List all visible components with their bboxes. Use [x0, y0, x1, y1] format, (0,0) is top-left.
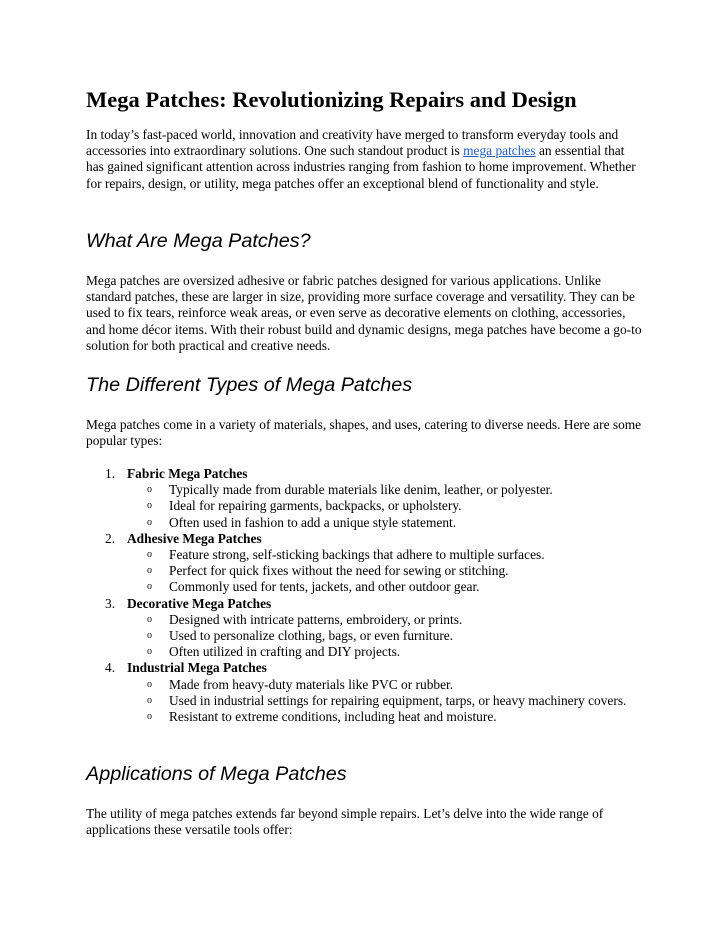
bullet-point-text: Ideal for repairing garments, backpacks, or upholstery. — [169, 498, 462, 514]
page-title: Mega Patches: Revolutionizing Repairs and Design — [86, 87, 577, 112]
bullet-point-text: Designed with intricate patterns, embroidery, or prints. — [169, 611, 463, 627]
bullet-point — [86, 677, 629, 693]
list-item-title: Adhesive Mega Patches — [127, 530, 262, 546]
circle-bullet-icon: o — [147, 516, 152, 528]
section-applications-paragraph: The utility of mega patches extends far beyond simple repairs. Let’s delve into the wide range of applications these versatile tools offer: — [86, 806, 604, 838]
list-item-number: 3. — [105, 595, 116, 611]
bullet-point — [86, 563, 629, 579]
bullet-point-text: Made from heavy-duty materials like PVC or rubber. — [169, 676, 454, 692]
bullet-point — [86, 612, 629, 628]
bullet-point-text: Typically made from durable materials like denim, leather, or polyester. — [169, 482, 553, 498]
circle-bullet-icon: o — [147, 549, 152, 561]
bullet-point-text: Often utilized in crafting and DIY projects. — [169, 644, 401, 660]
bullet-point — [86, 709, 629, 725]
intro-text-before-link: In today’s fast-paced world, innovation and creativity have merged to transform everyday tools and accessories into extraordinary solutions. One such standout product is — [86, 127, 619, 159]
section-types-paragraph: Mega patches come in a variety of materials, shapes, and uses, catering to diverse needs. Here are some popular types: — [86, 417, 642, 449]
intro-paragraph — [86, 127, 642, 192]
circle-bullet-icon: o — [147, 565, 152, 577]
section-heading-types: The Different Types of Mega Patches — [86, 374, 413, 396]
bullet-point — [86, 498, 629, 514]
circle-bullet-icon: o — [147, 500, 152, 512]
list-item — [86, 466, 646, 482]
mega-patches-link[interactable]: mega patches — [463, 143, 536, 159]
bullet-point-text: Used in industrial settings for repairing equipment, tarps, or heavy machinery covers. — [169, 692, 627, 708]
bullet-point — [86, 515, 629, 531]
intro-text-after-link: an essential that has gained significant attention across industries ranging from fashion to home improvement. Whether for repairs, design, or utility, mega patches offer an exceptional blend of functionality and style. — [86, 143, 636, 191]
list-item — [86, 531, 646, 547]
section-what-are-paragraph: Mega patches are oversized adhesive or fabric patches designed for various applications. Unlike standard patches, these are larger in size, providing more surface coverage and versatility. They can be used to fix tears, reinforce weak areas, or even serve as decorative elements on clothing, accessories, and home décor items. With their robust build and dynamic designs, mega patches have become a go-to solution for both practical and creative needs. — [86, 273, 642, 353]
list-item-number: 2. — [105, 530, 116, 546]
types-list — [86, 466, 646, 725]
bullet-point — [86, 628, 629, 644]
circle-bullet-icon: o — [147, 678, 152, 690]
bullet-point-text: Often used in fashion to add a unique style statement. — [169, 514, 457, 530]
list-item-title: Fabric Mega Patches — [127, 466, 248, 481]
bullet-point-text: Resistant to extreme conditions, including heat and moisture. — [169, 709, 497, 725]
list-item-number: 4. — [105, 660, 116, 676]
bullet-point-text: Perfect for quick fixes without the need for sewing or stitching. — [169, 563, 509, 579]
list-item-number: 1. — [105, 466, 116, 481]
bullet-point — [86, 644, 629, 660]
bullet-point — [86, 482, 629, 498]
circle-bullet-icon: o — [147, 646, 152, 658]
list-item-title: Industrial Mega Patches — [127, 660, 267, 676]
list-item — [86, 660, 646, 676]
section-heading-applications: Applications of Mega Patches — [86, 763, 347, 785]
bullet-point-text: Commonly used for tents, jackets, and other outdoor gear. — [169, 579, 480, 595]
list-item-title: Decorative Mega Patches — [127, 595, 272, 611]
bullet-point — [86, 547, 629, 563]
bullet-point — [86, 579, 629, 595]
bullet-point — [86, 693, 629, 709]
circle-bullet-icon: o — [147, 613, 152, 625]
section-heading-what-are: What Are Mega Patches? — [86, 230, 311, 252]
circle-bullet-icon: o — [147, 694, 152, 706]
bullet-point-text: Feature strong, self-sticking backings that adhere to multiple surfaces. — [169, 547, 545, 563]
circle-bullet-icon: o — [147, 581, 152, 593]
circle-bullet-icon: o — [147, 630, 152, 642]
bullet-point-text: Used to personalize clothing, bags, or even furniture. — [169, 628, 454, 644]
circle-bullet-icon: o — [147, 484, 152, 496]
circle-bullet-icon: o — [147, 711, 152, 723]
list-item — [86, 596, 646, 612]
